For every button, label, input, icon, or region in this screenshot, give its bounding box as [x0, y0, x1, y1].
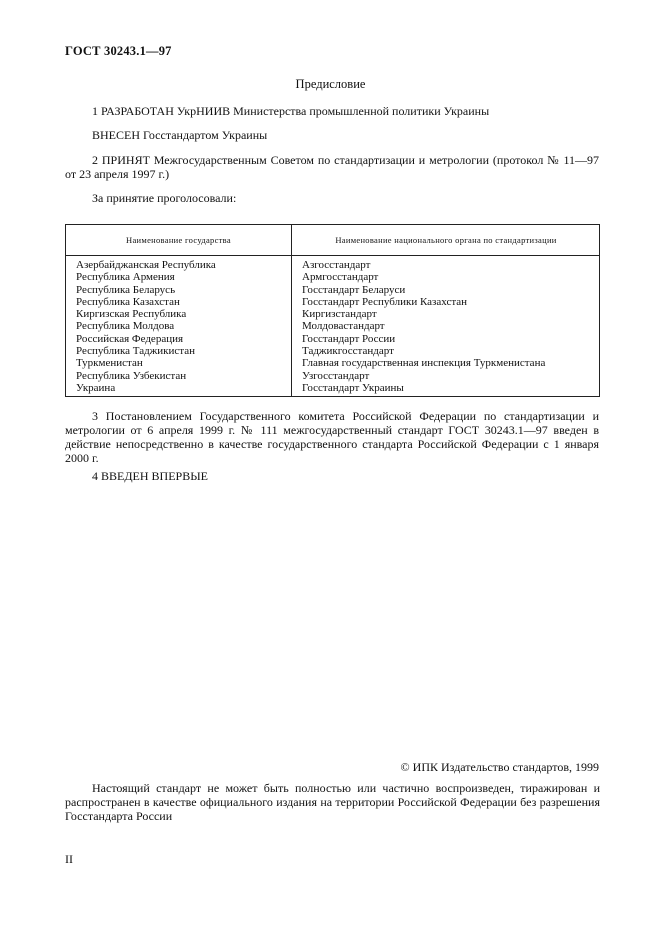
- table-cell-state: Российская Федерация: [76, 332, 184, 345]
- table-cell-organ: Молдовастандарт: [302, 320, 385, 333]
- table-header-organ: Наименование национального органа по стандартизации: [335, 235, 557, 245]
- table-cell-organ: Армгосстандарт: [302, 271, 379, 284]
- paragraph-developed-by: 1 РАЗРАБОТАН УкрНИИВ Министерства промышленной политики Украины: [92, 104, 490, 118]
- table-cell-state: Киргизская Республика: [76, 308, 187, 321]
- table-cell-organ: Главная государственная инспекция Туркменистана: [302, 357, 546, 370]
- paragraph-voted: За принятие проголосовали:: [92, 191, 237, 205]
- table-cell-state: Республика Таджикистан: [76, 345, 195, 358]
- voting-table: [65, 224, 600, 397]
- table-cell-organ: Госстандарт Беларуси: [302, 283, 406, 296]
- table-column-divider: [291, 225, 292, 396]
- page-number: II: [65, 852, 73, 866]
- table-cell-state: Республика Казахстан: [76, 295, 180, 308]
- table-cell-organ: Госстандарт России: [302, 332, 396, 345]
- table-header-divider: [66, 255, 599, 256]
- state-column: [76, 259, 216, 394]
- table-cell-organ: Таджикгосстандарт: [302, 345, 394, 358]
- table-cell-state: Азербайджанская Республика: [76, 259, 216, 271]
- table-cell-organ: Госстандарт Республики Казахстан: [302, 295, 468, 308]
- paragraph-decree: 3 Постановлением Государственного комитета Российской Федерации по стандартизации и метрологии от 6 апреля 1999 г. № 111 межгосударственный стандарт ГОСТ 30243.1—97 введен в действие непосредственно в качестве государственного стандарта Российской Федерации с 1 января 2000 г.: [65, 409, 599, 465]
- table-cell-state: Республика Армения: [76, 271, 175, 284]
- table-cell-state: Украина: [76, 381, 116, 394]
- table-cell-state: Туркменистан: [76, 357, 143, 370]
- table-cell-organ: Узгосстандарт: [302, 369, 370, 382]
- table-cell-organ: Киргизстандарт: [302, 308, 377, 321]
- table-header-state: Наименование государства: [126, 235, 231, 245]
- organ-column: [302, 259, 545, 394]
- section-title: Предисловие: [295, 77, 366, 91]
- table-cell-organ: Госстандарт Украины: [302, 381, 404, 394]
- paragraph-first-introduced: 4 ВВЕДЕН ВПЕРВЫЕ: [92, 469, 208, 483]
- table-cell-state: Республика Молдова: [76, 320, 175, 333]
- paragraph-adopted: 2 ПРИНЯТ Межгосударственным Советом по стандартизации и метрологии (протокол № 11—97 от 23 апреля 1997 г.): [65, 153, 599, 181]
- paragraph-submitted-by: ВНЕСЕН Госстандартом Украины: [92, 128, 268, 142]
- table-cell-organ: Азгосстандарт: [302, 259, 371, 271]
- document-designation: ГОСТ 30243.1—97: [65, 44, 172, 58]
- table-cell-state: Республика Беларусь: [76, 283, 176, 296]
- copyright-line: © ИПК Издательство стандартов, 1999: [400, 760, 599, 774]
- table-cell-state: Республика Узбекистан: [76, 369, 187, 382]
- reproduction-notice: Настоящий стандарт не может быть полностью или частично воспроизведен, тиражирован и распространен в качестве официального издания на территории Российской Федерации без разрешения Госстандарта России: [65, 781, 600, 823]
